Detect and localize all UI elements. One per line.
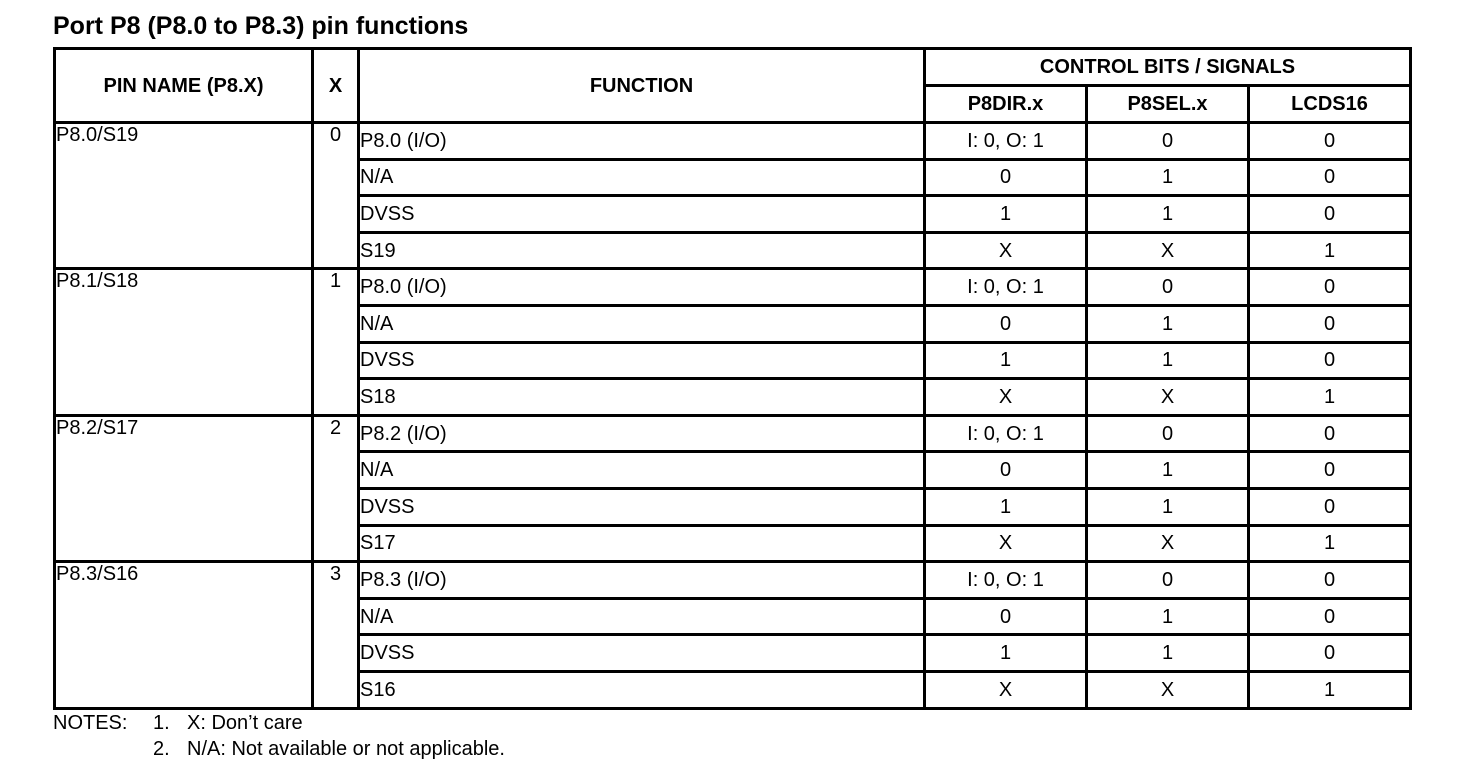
lcds16-cell: 0 [1249,342,1411,379]
header-x: X [313,49,359,123]
header-p8sel: P8SEL.x [1087,86,1249,123]
x-cell: 2 [313,415,359,561]
p8sel-cell: 1 [1087,635,1249,672]
p8dir-cell: X [925,232,1087,269]
pin-name-cell: P8.1/S18 [55,269,313,415]
function-cell: P8.0 (I/O) [359,269,925,306]
function-cell: P8.3 (I/O) [359,562,925,599]
function-cell: S17 [359,525,925,562]
p8sel-cell: 0 [1087,269,1249,306]
note-item [53,710,505,736]
p8sel-cell: 1 [1087,196,1249,233]
p8dir-cell: 0 [925,159,1087,196]
function-cell: P8.0 (I/O) [359,123,925,160]
p8dir-cell: 0 [925,305,1087,342]
lcds16-cell: 0 [1249,159,1411,196]
function-cell: DVSS [359,196,925,233]
function-cell: N/A [359,305,925,342]
lcds16-cell: 1 [1249,232,1411,269]
notes-label: NOTES: [53,712,128,734]
page-title: Port P8 (P8.0 to P8.3) pin functions [53,12,469,40]
function-cell: DVSS [359,488,925,525]
function-cell: N/A [359,159,925,196]
function-cell: P8.2 (I/O) [359,415,925,452]
pin-function-table [53,47,1412,710]
p8sel-cell: 1 [1087,488,1249,525]
p8sel-cell: 1 [1087,342,1249,379]
p8dir-cell: X [925,671,1087,708]
p8dir-cell: 1 [925,196,1087,233]
lcds16-cell: 0 [1249,196,1411,233]
lcds16-cell: 0 [1249,488,1411,525]
p8sel-cell: 0 [1087,123,1249,160]
table-notes [53,710,505,762]
function-cell: S16 [359,671,925,708]
p8dir-cell: I: 0, O: 1 [925,123,1087,160]
p8sel-cell: X [1087,671,1249,708]
lcds16-cell: 0 [1249,415,1411,452]
p8dir-cell: X [925,525,1087,562]
note-text: N/A: Not available or not applicable. [187,738,505,760]
note-item [53,736,505,762]
p8dir-cell: I: 0, O: 1 [925,562,1087,599]
table-row [55,415,1411,452]
note-number: 1. [153,712,170,734]
lcds16-cell: 0 [1249,562,1411,599]
lcds16-cell: 0 [1249,635,1411,672]
pin-name-cell: P8.2/S17 [55,415,313,561]
table-row [55,123,1411,160]
p8sel-cell: X [1087,379,1249,416]
function-cell: DVSS [359,635,925,672]
function-cell: N/A [359,598,925,635]
lcds16-cell: 0 [1249,598,1411,635]
p8sel-cell: 1 [1087,452,1249,489]
p8sel-cell: 0 [1087,562,1249,599]
x-cell: 3 [313,562,359,708]
header-function: FUNCTION [359,49,925,123]
lcds16-cell: 1 [1249,379,1411,416]
function-cell: S18 [359,379,925,416]
function-cell: S19 [359,232,925,269]
pin-name-cell: P8.0/S19 [55,123,313,269]
table-row [55,269,1411,306]
function-cell: DVSS [359,342,925,379]
p8dir-cell: I: 0, O: 1 [925,269,1087,306]
x-cell: 0 [313,123,359,269]
p8dir-cell: 0 [925,452,1087,489]
p8sel-cell: X [1087,525,1249,562]
header-lcds16: LCDS16 [1249,86,1411,123]
header-control-bits: CONTROL BITS / SIGNALS [925,49,1411,86]
p8dir-cell: 1 [925,342,1087,379]
p8sel-cell: X [1087,232,1249,269]
pin-name-cell: P8.3/S16 [55,562,313,708]
note-text: X: Don’t care [187,712,303,734]
p8dir-cell: 0 [925,598,1087,635]
lcds16-cell: 0 [1249,305,1411,342]
header-p8dir: P8DIR.x [925,86,1087,123]
p8dir-cell: I: 0, O: 1 [925,415,1087,452]
table-row [55,562,1411,599]
p8sel-cell: 1 [1087,159,1249,196]
x-cell: 1 [313,269,359,415]
p8dir-cell: 1 [925,635,1087,672]
p8sel-cell: 0 [1087,415,1249,452]
lcds16-cell: 0 [1249,452,1411,489]
lcds16-cell: 0 [1249,123,1411,160]
header-pin-name: PIN NAME (P8.X) [55,49,313,123]
lcds16-cell: 0 [1249,269,1411,306]
p8dir-cell: X [925,379,1087,416]
p8dir-cell: 1 [925,488,1087,525]
note-number: 2. [153,738,170,760]
lcds16-cell: 1 [1249,671,1411,708]
p8sel-cell: 1 [1087,305,1249,342]
lcds16-cell: 1 [1249,525,1411,562]
p8sel-cell: 1 [1087,598,1249,635]
function-cell: N/A [359,452,925,489]
